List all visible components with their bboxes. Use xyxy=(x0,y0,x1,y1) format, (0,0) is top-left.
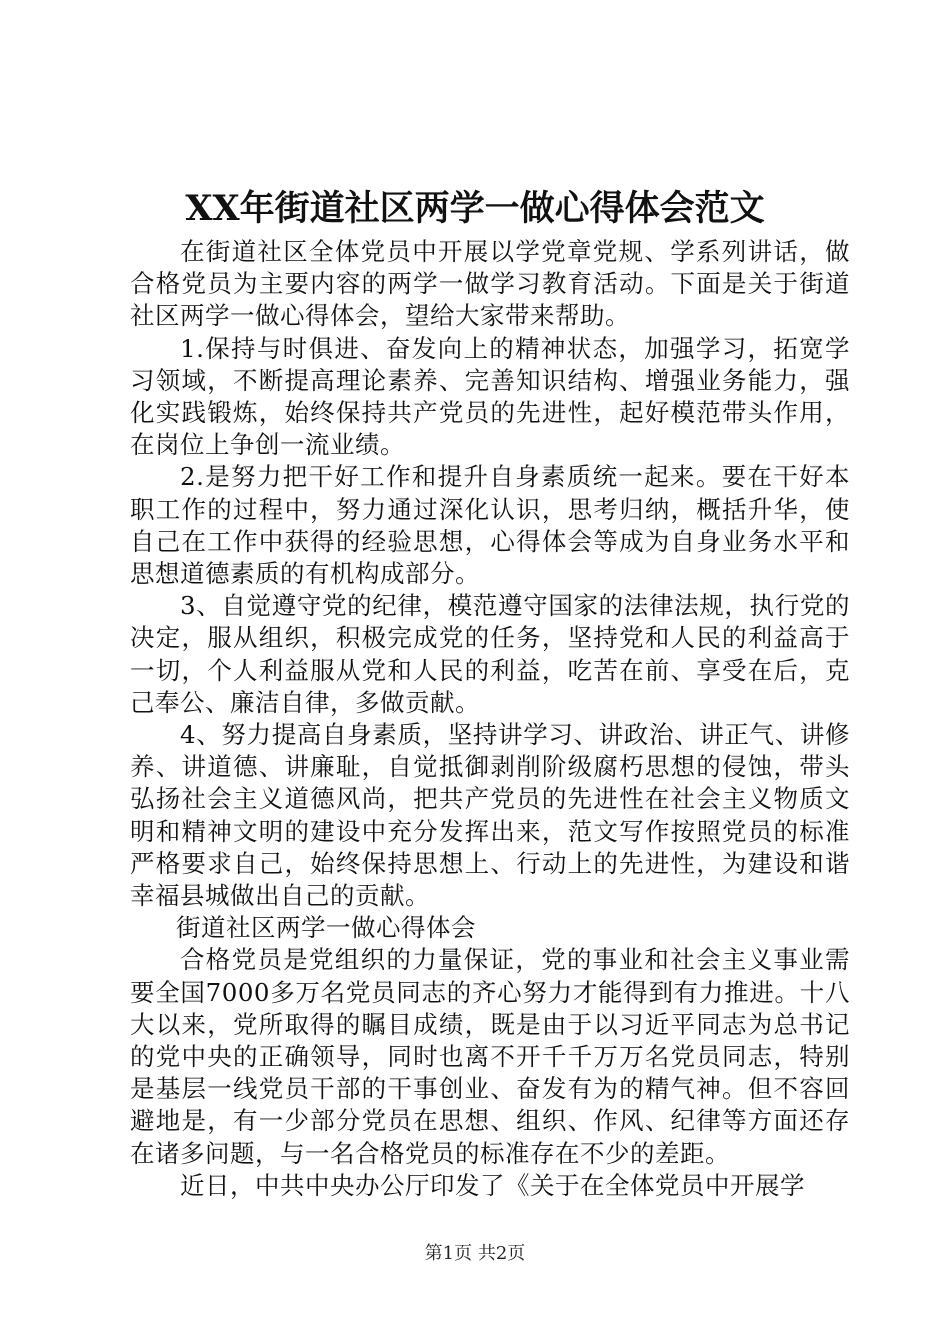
qualified-member-paragraph: 合格党员是党组织的力量保证，党的事业和社会主义事业需要全国7000多万名党员同志的齐心努力才能得到有力推进。十八大以来，党所取得的瞩目成绩，既是由于以习近平同志为总书记的党中央的正确领导，同时也离不开千千万万名党员同志，特别是基层一线党员干部的干事创业、奋发有为的精气神。但不容回避地是，有一少部分党员在思想、组织、作风、纪律等方面还存在诸多问题，与一名合格党员的标准存在不少的差距。 xyxy=(130,945,850,1168)
intro-paragraph: 在街道社区全体党员中开展以学党章党规、学系列讲话，做合格党员为主要内容的两学一做学习教育活动。下面是关于街道社区两学一做心得体会，望给大家带来帮助。 xyxy=(130,237,850,331)
document-body xyxy=(130,236,850,1202)
point-3-paragraph: 3、自觉遵守党的纪律，模范遵守国家的法律法规，执行党的决定，服从组织，积极完成党的任务，坚持党和人民的利益高于一切，个人利益服从党和人民的利益，吃苦在前、享受在后，克己奉公、廉洁自律，多做贡献。 xyxy=(130,591,850,717)
section-heading: 街道社区两学一做心得体会 xyxy=(176,913,476,943)
document-title: XX年街道社区两学一做心得体会范文 xyxy=(185,188,765,229)
recent-notice-paragraph: 近日，中共中央办公厅印发了《关于在全体党员中开展学 xyxy=(180,1170,805,1200)
point-4-paragraph: 4、努力提高自身素质，坚持讲学习、讲政治、讲正气、讲修养、讲道德、讲廉耻，自觉抵御剥削阶级腐朽思想的侵蚀，带头弘扬社会主义道德风尚，把共产党员的先进性在社会主义物质文明和精神文明的建设中充分发挥出来，范文写作按照党员的标准严格要求自己，始终保持思想上、行动上的先进性，为建设和谐幸福县城做出自己的贡献。 xyxy=(130,720,850,911)
page-number: 第1页 共2页 xyxy=(424,1243,526,1264)
point-2-paragraph: 2.是努力把干好工作和提升自身素质统一起来。要在干好本职工作的过程中，努力通过深化认识，思考归纳，概括升华，使自己在工作中获得的经验思想，心得体会等成为自身业务水平和思想道德素质的有机构成部分。 xyxy=(130,462,850,589)
point-1-paragraph: 1.保持与时俱进、奋发向上的精神状态，加强学习，拓宽学习领域，不断提高理论素养、完善知识结构、增强业务能力，强化实践锻炼，始终保持共产党员的先进性，起好模范带头作用，在岗位上争创一流业绩。 xyxy=(130,333,850,460)
